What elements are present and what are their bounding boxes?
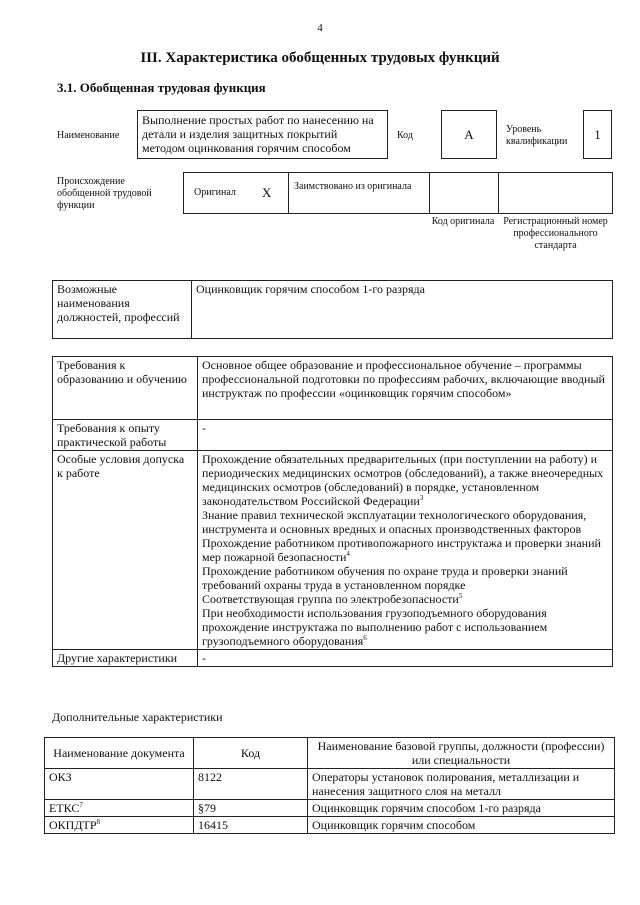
row-code: 16415 [194, 817, 308, 834]
other-label: Другие характеристики [53, 650, 198, 667]
table-row [45, 769, 615, 800]
row-name: Операторы установок полирования, металлизации и нанесения защитного слоя на металл [308, 769, 615, 800]
requirements-table [52, 356, 613, 667]
positions-value: Оцинковщик горячим способом 1-го разряда [192, 281, 613, 339]
code-value: А [441, 110, 497, 159]
subsection-title: 3.1. Обобщенная трудовая функция [57, 80, 266, 95]
condition-item: Прохождение обязательных предварительных (при поступлении на работу) и периодических медицинских осмотров (обследований), а также внеочередных медицинских осмотров (обследований) в порядке, установленном законодательством Российской Федерации$^3$ [202, 452, 604, 508]
additional-title: Дополнительные характеристики [52, 710, 223, 724]
section-title: III. Характеристика обобщенных трудовых функций [140, 50, 500, 66]
original-mark: Х [262, 185, 272, 200]
row-name: Оцинковщик горячим способом 1-го разряда [308, 800, 615, 817]
original-label: Оригинал [194, 187, 236, 198]
name-label: Наименование [57, 130, 120, 141]
divider [498, 173, 499, 214]
condition-item: Знание правил технической эксплуатации технологического оборудования, инструмента и основных вредных и опасных производственных факторов [202, 508, 587, 536]
condition-item: При необходимости использования грузоподъемного оборудования прохождение инструктажа по выполнению работ с использованием грузоподъемного оборудования$^6$ [202, 606, 548, 648]
other-value: - [198, 650, 613, 667]
page-number: 4 [317, 22, 323, 34]
experience-value: - [198, 420, 613, 451]
row-name: Оцинковщик горячим способом [308, 817, 615, 834]
conditions-list [198, 451, 613, 650]
name-value: Выполнение простых работ по нанесению на детали и изделия защитных покрытий методом оцинкования горячим способом [137, 110, 388, 159]
level-value: 1 [583, 110, 612, 159]
positions-table [52, 280, 613, 339]
row-doc: ОКЗ [45, 769, 194, 800]
header-name: Наименование базовой группы, должности (профессии) или специальности [308, 738, 615, 769]
level-label: Уровень квалификации [506, 124, 568, 147]
positions-label: Возможные наименования должностей, профессий [53, 281, 192, 339]
origin-label: Происхождение обобщенной трудовой функции [57, 176, 152, 211]
row-code: 8122 [194, 769, 308, 800]
header-code: Код [194, 738, 308, 769]
condition-item: Прохождение работником противопожарного инструктажа и проверки знаний мер пожарной безопасности$^4$ [202, 536, 601, 564]
code-original-caption: Код оригинала [431, 216, 495, 227]
additional-table [44, 737, 615, 834]
education-label: Требования к образованию и обучению [53, 357, 198, 420]
condition-item: Прохождение работником обучения по охране труда и проверки знаний требований охраны труда в установленном порядке [202, 564, 568, 592]
row-doc: ЕТКС$^7$ [45, 800, 194, 817]
borrowed-label: Заимствовано из оригинала [294, 181, 412, 192]
divider [288, 173, 289, 214]
table-row [45, 800, 615, 817]
experience-label: Требования к опыту практической работы [53, 420, 198, 451]
reg-number-caption: Регистрационный номер профессионального стандарта [503, 216, 608, 251]
origin-frame [183, 172, 613, 214]
conditions-label: Особые условия допуска к работе [53, 451, 198, 650]
row-code: §79 [194, 800, 308, 817]
header-document: Наименование документа [45, 738, 194, 769]
condition-item: Соответствующая группа по электробезопасности$^5$ [202, 592, 463, 606]
education-value: Основное общее образование и профессиональное обучение – программы профессиональной подготовки по профессиям рабочих, включающие вводный инструктаж по профессии «оцинковщик горячим способом» [198, 357, 613, 420]
row-doc: ОКПДТР$^8$ [45, 817, 194, 834]
divider [429, 173, 430, 214]
code-label: Код [397, 130, 413, 141]
table-row [45, 817, 615, 834]
